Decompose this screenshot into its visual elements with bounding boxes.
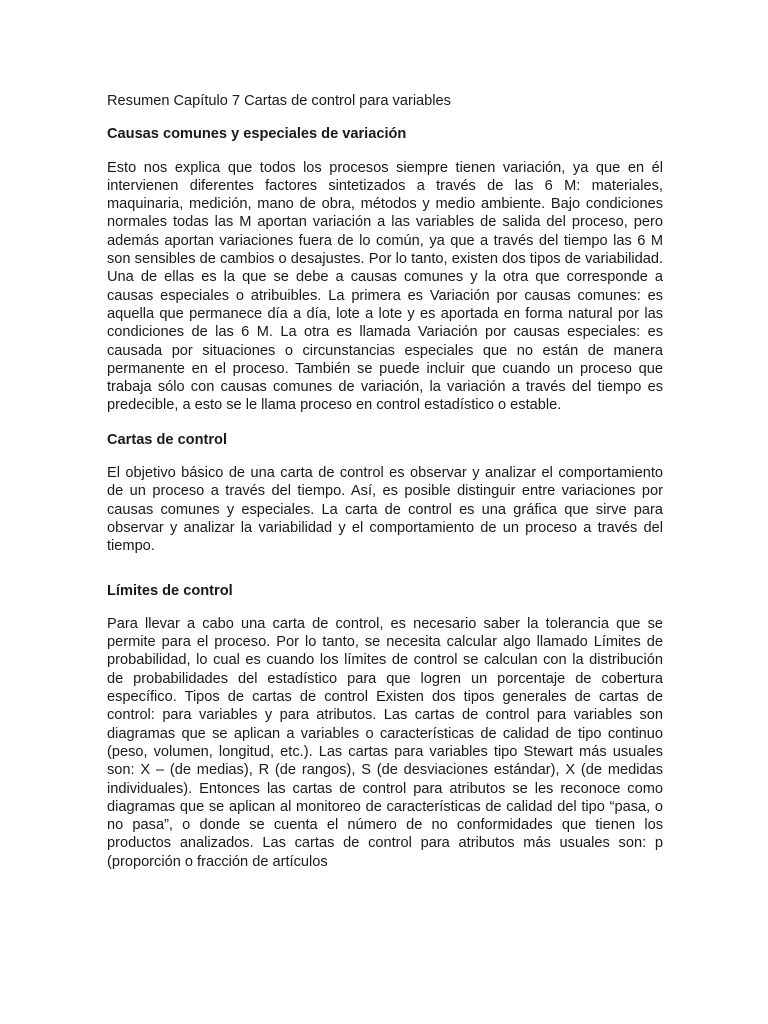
document-page xyxy=(107,92,663,887)
paragraph-limites-de-control: Para llevar a cabo una carta de control, es necesario saber la tolerancia que se permite para el proceso. Por lo tanto, se necesita calcular algo llamado Límites de probabilidad, lo cual es cuando los límites de control se calculan con la distribución de probabilidades del estadístico para que logren un porcentaje de cobertura específico. Tipos de cartas de control Existen dos tipos generales de cartas de control: para variables y para atributos. Las cartas de control para variables son diagramas que se aplican a variables o características de calidad de tipo continuo (peso, volumen, longitud, etc.). Las cartas para variables tipo Stewart más usuales son: X – (de medias), R (de rangos), S (de desviaciones estándar), X (de medidas individuales). Entonces las cartas de control para atributos se les reconoce como diagramas que se aplican al monitoreo de características de calidad del tipo “pasa, o no pasa”, o donde se cuenta el número de no conformidades que tienen los productos analizados. Las cartas de control para atributos más usuales son: p (proporción o fracción de artículos xyxy=(107,615,663,870)
paragraph-cartas-de-control: El objetivo básico de una carta de control es observar y analizar el comportamiento de un proceso a través del tiempo. Así, es posible distinguir entre variaciones por causas comunes y especiales. La carta de control es una gráfica que sirve para observar y analizar la variabilidad y el comportamiento de un proceso a través del tiempo. xyxy=(107,465,663,555)
document-title: Resumen Capítulo 7 Cartas de control para variables xyxy=(107,93,451,109)
paragraph-causas-comunes: Esto nos explica que todos los procesos siempre tienen variación, ya que en él intervienen diferentes factores sintetizados a través de las 6 M: materiales, maquinaria, medición, mano de obra, métodos y medio ambiente. Bajo condiciones normales todas las M aportan variación a las variables de salida del proceso, pero además aportan variaciones fuera de lo común, ya que a través del tiempo las 6 M son sensibles de cambios o desajustes. Por lo tanto, existen dos tipos de variabilidad. Una de ellas es la que se debe a causas comunes y la otra que corresponde a causas especiales o atribuibles. La primera es Variación por causas comunes: es aquella que permanece día a día, lote a lote y es aportada en forma natural por las condiciones de las 6 M. La otra es llamada Variación por causas especiales: es causada por situaciones o circunstancias especiales que no están de manera permanente en el proceso. También se puede incluir que cuando un proceso que trabaja sólo con causas comunes de variación, la variación a través del tiempo es predecible, a esto se le llama proceso en control estadístico o estable. xyxy=(107,159,663,414)
heading-cartas-de-control: Cartas de control xyxy=(107,431,228,448)
heading-causas-comunes: Causas comunes y especiales de variación xyxy=(107,126,407,143)
heading-limites-de-control: Límites de control xyxy=(107,582,233,599)
